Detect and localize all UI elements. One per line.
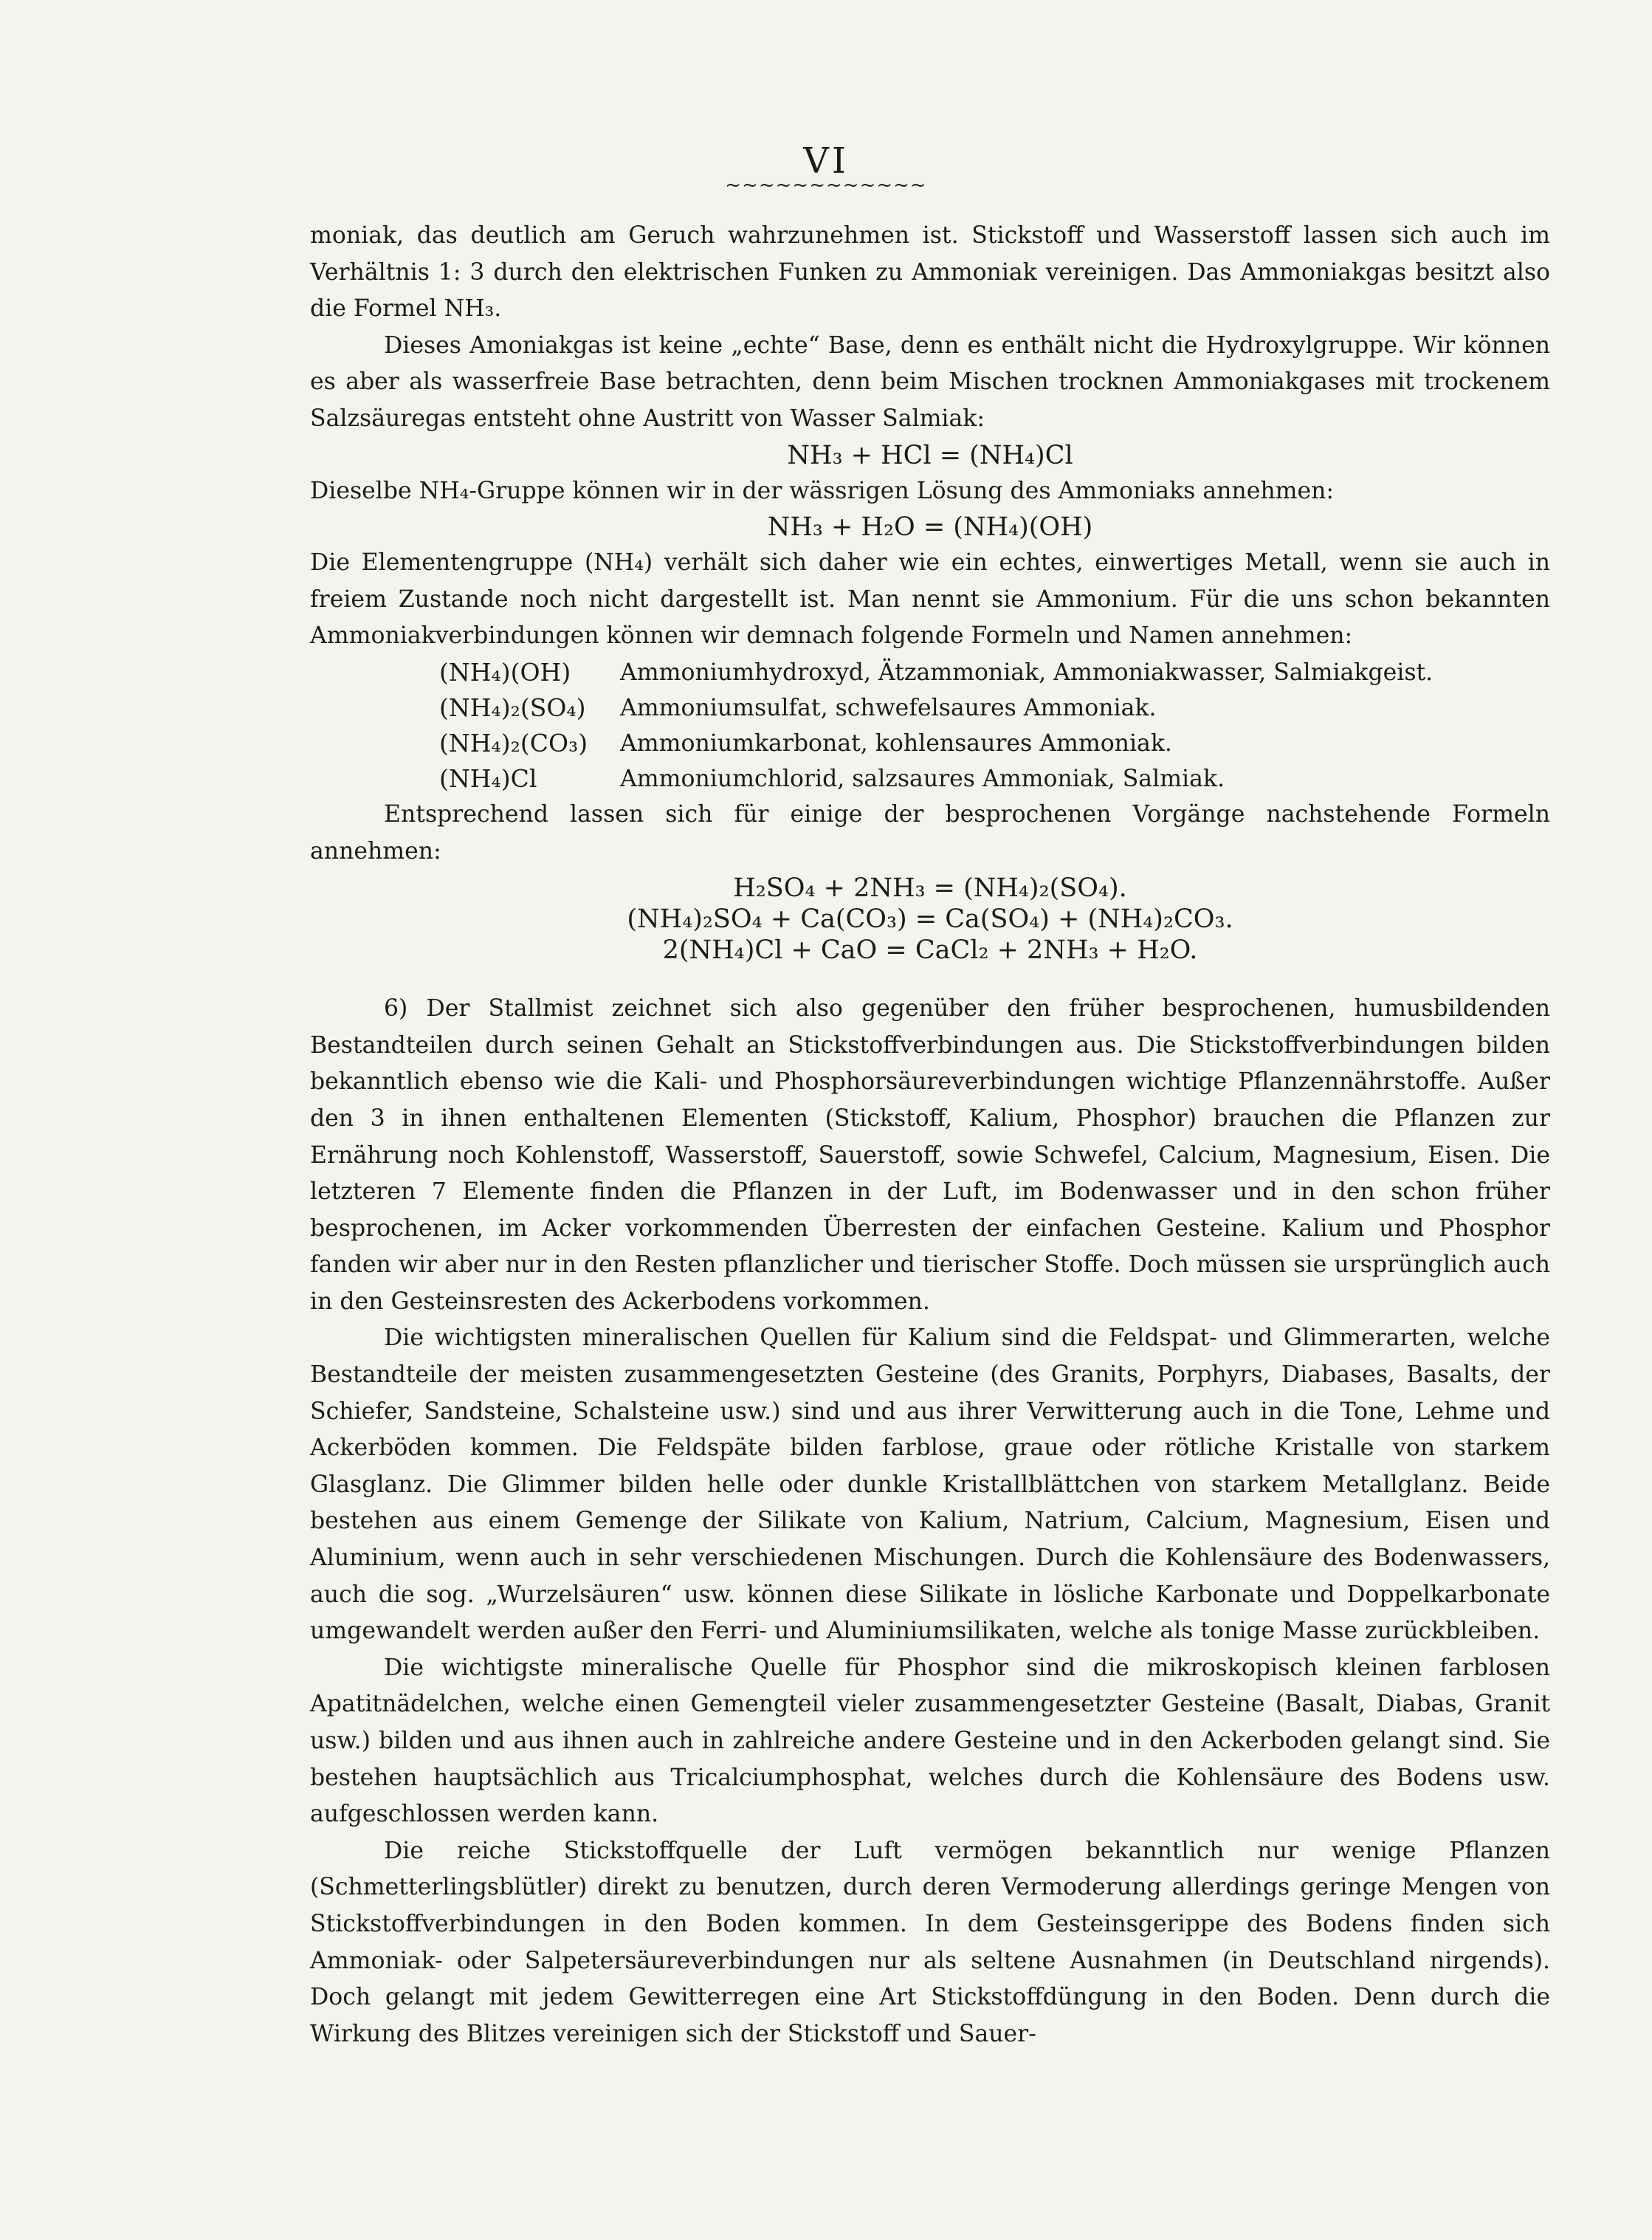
compound-row bbox=[310, 726, 1550, 761]
compound-formula: (NH₄)(OH) bbox=[439, 657, 571, 687]
compound-formula: (NH₄)Cl bbox=[439, 763, 537, 793]
page-body bbox=[310, 218, 1550, 2052]
paragraph: Dieses Amoniakgas ist keine „echte“ Base, denn es enthält nicht die Hydroxylgruppe. Wir können es aber als wasserfreie Base betrachten, denn beim Mischen trocknen Ammoniakgases mit trockenem Salzsäuregas entsteht ohne Austritt von Wasser Salmiak: bbox=[310, 331, 1550, 432]
compound-name: Ammoniumsulfat, schwefelsaures Ammoniak. bbox=[620, 694, 1157, 721]
equation: 2(NH₄)Cl + CaO = CaCl₂ + 2NH₃ + H₂O. bbox=[662, 935, 1198, 966]
compound-formula: (NH₄)₂(CO₃) bbox=[439, 728, 588, 757]
equation: (NH₄)₂SO₄ + Ca(CO₃) = Ca(SO₄) + (NH₄)₂CO₃. bbox=[627, 904, 1233, 935]
compound-name: Ammoniumkarbonat, kohlensaures Ammoniak. bbox=[620, 729, 1172, 757]
compound-formula: (NH₄)₂(SO₄) bbox=[439, 693, 586, 722]
paragraph: Die reiche Stickstoffquelle der Luft vermögen bekanntlich nur wenige Pflanzen (Schmetterlingsblütler) direkt zu benutzen, durch deren Vermoderung allerdings geringe Mengen von Stickstoffverbindungen in den Boden kommen. In dem Gesteinsgerippe des Bodens finden sich Ammoniak- oder Salpetersäureverbindungen nur als seltene Ausnahmen (in Deutschland nirgends). Doch gelangt mit jedem Gewitterregen eine Art Stickstoffdüngung in den Boden. Denn durch die Wirkung des Blitzes vereinigen sich der Stickstoff und Sauer- bbox=[310, 1837, 1550, 2047]
compound-name: Ammoniumchlorid, salzsaures Ammoniak, Salmiak. bbox=[620, 765, 1225, 792]
header-ornament: ~~~~~~~~~~~~ bbox=[725, 174, 927, 196]
page-header bbox=[0, 140, 1652, 196]
equation: H₂SO₄ + 2NH₃ = (NH₄)₂(SO₄). bbox=[733, 873, 1127, 904]
compound-list bbox=[310, 655, 1550, 797]
compound-row bbox=[310, 761, 1550, 797]
equation-block bbox=[310, 873, 1550, 966]
compound-row bbox=[310, 655, 1550, 690]
paragraph: Dieselbe NH₄-Gruppe können wir in der wässrigen Lösung des Ammoniaks annehmen: bbox=[310, 477, 1335, 504]
paragraph: moniak, das deutlich am Geruch wahrzunehmen ist. Stickstoff und Wasserstoff lassen sich auch im Verhältnis 1: 3 durch den elektrischen Funken zu Ammoniak vereinigen. Das Ammoniakgas besitzt also die Formel NH₃. bbox=[310, 222, 1550, 323]
formula: NH₃ + HCl = (NH₄)Cl bbox=[787, 440, 1073, 470]
paragraph: Die Elementengruppe (NH₄) verhält sich daher wie ein echtes, einwertiges Metall, wenn sie auch in freiem Zustande noch nicht dargestellt ist. Man nennt sie Ammonium. Für die uns schon bekannten Ammoniakverbindungen können wir demnach folgende Formeln und Namen annehmen: bbox=[310, 549, 1550, 650]
formula: NH₃ + H₂O = (NH₄)(OH) bbox=[767, 512, 1093, 543]
paragraph: 6) Der Stallmist zeichnet sich also gegenüber den früher besprochenen, humusbildenden Bestandteilen durch seinen Gehalt an Stickstoffverbindungen aus. Die Stickstoffverbindungen bilden bekanntlich ebenso wie die Kali- und Phosphorsäureverbindungen wichtige Pflanzennährstoffe. Außer den 3 in ihnen enthaltenen Elementen (Stickstoff, Kalium, Phosphor) brauchen die Pflanzen zur Ernährung noch Kohlenstoff, Wasserstoff, Sauerstoff, sowie Schwefel, Calcium, Magnesium, Eisen. Die letzteren 7 Elemente finden die Pflanzen in der Luft, im Bodenwasser und in den schon früher besprochenen, im Acker vorkommenden Überresten der einfachen Gesteine. Kalium und Phosphor fanden wir aber nur in den Resten pflanzlicher und tierischer Stoffe. Doch müssen sie ursprünglich auch in den Gesteinsresten des Ackerbodens vorkommen. bbox=[310, 995, 1550, 1315]
paragraph: Entsprechend lassen sich für einige der besprochenen Vorgänge nachstehende Formeln annehmen: bbox=[310, 800, 1550, 865]
compound-row bbox=[310, 690, 1550, 726]
compound-name: Ammoniumhydroxyd, Ätzammoniak, Ammoniakwasser, Salmiakgeist. bbox=[620, 659, 1434, 686]
paragraph: Die wichtigsten mineralischen Quellen für Kalium sind die Feldspat- und Glimmerarten, welche Bestandteile der meisten zusammengesetzten Gesteine (des Granits, Porphyrs, Diabases, Basalts, der Schiefer, Sandsteine, Schalsteine usw.) sind und aus ihrer Verwitterung auch in die Tone, Lehme und Ackerböden kommen. Die Feldspäte bilden farblose, graue oder rötliche Kristalle von starkem Glasglanz. Die Glimmer bilden helle oder dunkle Kristallblättchen von starkem Metallglanz. Beide bestehen aus einem Gemenge der Silikate von Kalium, Natrium, Calcium, Magnesium, Eisen und Aluminium, wenn auch in sehr verschiedenen Mischungen. Durch die Kohlensäure des Bodenwassers, auch die sog. „Wurzelsäuren“ usw. können diese Silikate in lösliche Karbonate und Doppelkarbonate umgewandelt werden außer den Ferri- und Aluminiumsilikaten, welche als tonige Masse zurückbleiben. bbox=[310, 1325, 1550, 1645]
paragraph: Die wichtigste mineralische Quelle für Phosphor sind die mikroskopisch kleinen farblosen Apatitnädelchen, welche einen Gemengteil vieler zusammengesetzter Gesteine (Basalt, Diabas, Granit usw.) bilden und aus ihnen auch in zahlreiche andere Gesteine und in den Ackerboden gelangt sind. Sie bestehen hauptsächlich aus Tricalciumphosphat, welches durch die Kohlensäure des Bodens usw. aufgeschlossen werden kann. bbox=[310, 1654, 1550, 1828]
page-number: VI bbox=[803, 140, 849, 182]
